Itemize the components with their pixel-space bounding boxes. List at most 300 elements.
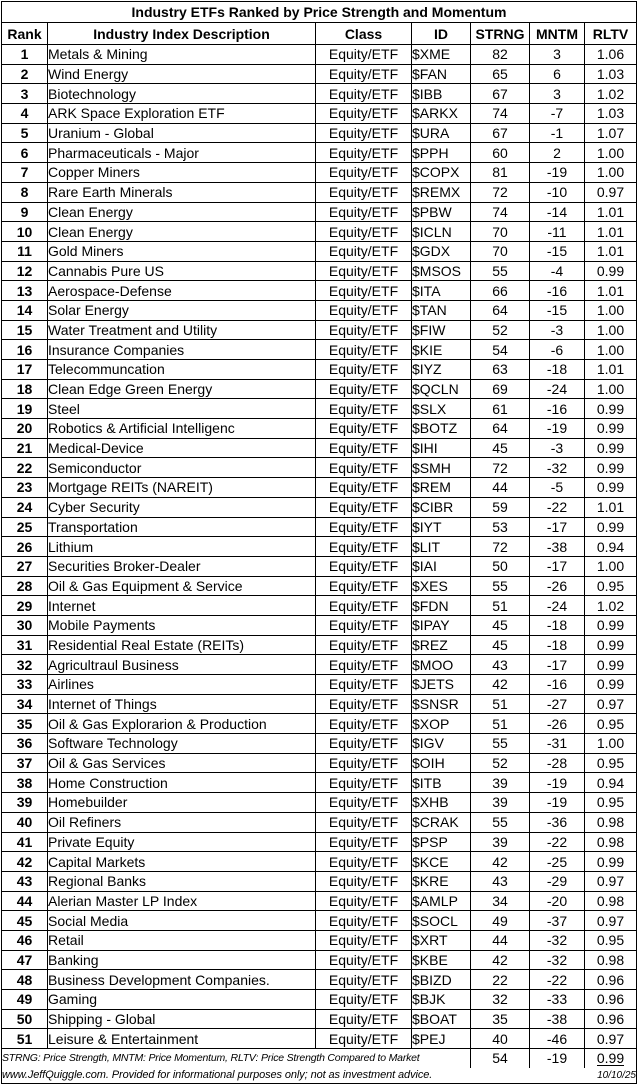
row-class: Equity/ETF [316,1009,412,1029]
etf-ranking-table [1,1,637,1084]
row-rank: 30 [2,615,48,635]
row-strength: 55 [471,261,530,281]
row-description: Robotics & Artificial Intelligenc [48,419,316,439]
table-row [2,753,637,773]
row-strength: 42 [471,675,530,695]
row-strength: 72 [471,182,530,202]
row-momentum: -19 [530,163,585,183]
row-rank: 42 [2,852,48,872]
row-relative: 0.99 [585,458,637,478]
row-class: Equity/ETF [316,852,412,872]
row-description: Mortgage REITs (NAREIT) [48,478,316,498]
row-class: Equity/ETF [316,163,412,183]
row-rank: 21 [2,438,48,458]
row-strength: 81 [471,163,530,183]
row-strength: 82 [471,45,530,65]
row-ticker: $FIW [412,320,471,340]
row-relative: 0.99 [585,615,637,635]
table-row [2,123,637,143]
row-momentum: -7 [530,104,585,124]
row-ticker: $CRAK [412,812,471,832]
row-rank: 47 [2,950,48,970]
table-row [2,537,637,557]
row-momentum: -1 [530,123,585,143]
row-strength: 70 [471,222,530,242]
row-momentum: -17 [530,556,585,576]
row-ticker: $PPH [412,143,471,163]
row-strength: 51 [471,714,530,734]
row-momentum: -26 [530,576,585,596]
row-class: Equity/ETF [316,556,412,576]
row-description: Gold Miners [48,241,316,261]
row-class: Equity/ETF [316,104,412,124]
row-ticker: $SNSR [412,694,471,714]
row-rank: 35 [2,714,48,734]
row-strength: 45 [471,635,530,655]
row-ticker: $BOAT [412,1009,471,1029]
row-relative: 1.00 [585,320,637,340]
header-row [2,23,637,45]
row-rank: 26 [2,537,48,557]
row-ticker: $URA [412,123,471,143]
row-class: Equity/ETF [316,182,412,202]
row-relative: 1.02 [585,84,637,104]
row-class: Equity/ETF [316,970,412,990]
table-row [2,320,637,340]
row-relative: 0.95 [585,576,637,596]
row-description: Biotechnology [48,84,316,104]
row-strength: 42 [471,950,530,970]
row-momentum: 6 [530,64,585,84]
row-ticker: $AMLP [412,891,471,911]
row-description: Clean Energy [48,222,316,242]
table-title: Industry ETFs Ranked by Price Strength and Momentum [2,2,637,23]
header-id: ID [412,23,471,45]
row-strength: 43 [471,655,530,675]
row-ticker: $KIE [412,340,471,360]
average-relative-cell [585,1049,637,1069]
row-ticker: $IBB [412,84,471,104]
row-relative: 1.00 [585,340,637,360]
row-momentum: -17 [530,655,585,675]
row-class: Equity/ETF [316,793,412,813]
row-ticker: $IHI [412,438,471,458]
header-strength: STRNG [471,23,530,45]
row-rank: 50 [2,1009,48,1029]
row-rank: 37 [2,753,48,773]
row-strength: 55 [471,576,530,596]
row-relative: 1.03 [585,104,637,124]
row-rank: 33 [2,675,48,695]
row-description: Regional Banks [48,871,316,891]
table-row [2,714,637,734]
row-description: Cyber Security [48,497,316,517]
row-ticker: $IPAY [412,615,471,635]
row-ticker: $ICLN [412,222,471,242]
row-strength: 72 [471,537,530,557]
table-row [2,990,637,1010]
row-rank: 19 [2,399,48,419]
row-momentum: -25 [530,852,585,872]
row-description: Social Media [48,911,316,931]
table-row [2,970,637,990]
row-class: Equity/ETF [316,576,412,596]
row-description: Gaming [48,990,316,1010]
row-relative: 0.99 [585,419,637,439]
table-row [2,832,637,852]
row-description: Residential Real Estate (REITs) [48,635,316,655]
row-relative: 1.01 [585,222,637,242]
row-class: Equity/ETF [316,655,412,675]
row-class: Equity/ETF [316,360,412,380]
table-row [2,1029,637,1049]
row-momentum: -16 [530,281,585,301]
row-strength: 72 [471,458,530,478]
row-strength: 65 [471,64,530,84]
row-momentum: -24 [530,379,585,399]
row-relative: 1.02 [585,596,637,616]
row-ticker: $PEJ [412,1029,471,1049]
row-description: Oil & Gas Equipment & Service [48,576,316,596]
row-momentum: -4 [530,261,585,281]
row-description: Steel [48,399,316,419]
row-momentum: -14 [530,202,585,222]
row-class: Equity/ETF [316,517,412,537]
table-row [2,202,637,222]
table-row [2,793,637,813]
row-rank: 11 [2,241,48,261]
row-strength: 74 [471,104,530,124]
row-rank: 32 [2,655,48,675]
row-strength: 52 [471,320,530,340]
row-description: Metals & Mining [48,45,316,65]
row-momentum: -19 [530,773,585,793]
row-description: Private Equity [48,832,316,852]
row-class: Equity/ETF [316,615,412,635]
row-ticker: $FAN [412,64,471,84]
row-class: Equity/ETF [316,143,412,163]
row-description: Aerospace-Defense [48,281,316,301]
row-momentum: 3 [530,45,585,65]
row-class: Equity/ETF [316,438,412,458]
row-ticker: $ARKX [412,104,471,124]
row-relative: 0.98 [585,832,637,852]
row-rank: 31 [2,635,48,655]
row-relative: 1.00 [585,300,637,320]
row-rank: 12 [2,261,48,281]
header-rank: Rank [2,23,48,45]
table-row [2,891,637,911]
table-row [2,340,637,360]
row-description: Telecommuncation [48,360,316,380]
table-row [2,812,637,832]
row-momentum: -19 [530,419,585,439]
row-momentum: -6 [530,340,585,360]
row-rank: 5 [2,123,48,143]
row-relative: 0.95 [585,793,637,813]
row-description: Lithium [48,537,316,557]
row-description: Business Development Companies. [48,970,316,990]
row-description: Home Construction [48,773,316,793]
row-ticker: $BJK [412,990,471,1010]
row-ticker: $PSP [412,832,471,852]
row-ticker: $MOO [412,655,471,675]
row-strength: 53 [471,517,530,537]
row-class: Equity/ETF [316,478,412,498]
row-class: Equity/ETF [316,832,412,852]
row-strength: 55 [471,812,530,832]
legend-text: STRNG: Price Strength, MNTM: Price Momentum, RLTV: Price Strength Compared to Market [2,1049,471,1069]
row-rank: 16 [2,340,48,360]
row-strength: 67 [471,84,530,104]
row-momentum: -22 [530,832,585,852]
row-description: Banking [48,950,316,970]
row-ticker: $COPX [412,163,471,183]
table-row [2,45,637,65]
row-description: Capital Markets [48,852,316,872]
row-class: Equity/ETF [316,635,412,655]
average-momentum: -19 [530,1049,585,1069]
row-class: Equity/ETF [316,399,412,419]
row-ticker: $SMH [412,458,471,478]
row-description: Clean Energy [48,202,316,222]
row-momentum: -38 [530,537,585,557]
row-rank: 4 [2,104,48,124]
table-row [2,438,637,458]
table-row [2,84,637,104]
row-class: Equity/ETF [316,123,412,143]
row-momentum: -3 [530,438,585,458]
row-relative: 1.00 [585,734,637,754]
row-description: Medical-Device [48,438,316,458]
header-description: Industry Index Description [48,23,316,45]
table-row [2,222,637,242]
table-row [2,281,637,301]
row-strength: 49 [471,911,530,931]
row-description: Shipping - Global [48,1009,316,1029]
row-description: Mobile Payments [48,615,316,635]
row-description: Oil & Gas Explorarion & Production [48,714,316,734]
row-momentum: -22 [530,497,585,517]
row-class: Equity/ETF [316,497,412,517]
row-relative: 0.99 [585,438,637,458]
row-strength: 52 [471,753,530,773]
row-momentum: -18 [530,615,585,635]
row-ticker: $GDX [412,241,471,261]
row-ticker: $IAI [412,556,471,576]
average-strength: 54 [471,1049,530,1069]
row-ticker: $IYT [412,517,471,537]
row-relative: 1.01 [585,360,637,380]
row-strength: 44 [471,478,530,498]
table-row [2,911,637,931]
row-ticker: $FDN [412,596,471,616]
row-class: Equity/ETF [316,458,412,478]
row-strength: 74 [471,202,530,222]
header-momentum: MNTM [530,23,585,45]
row-ticker: $SOCL [412,911,471,931]
row-relative: 0.97 [585,694,637,714]
row-strength: 64 [471,300,530,320]
row-rank: 10 [2,222,48,242]
row-rank: 44 [2,891,48,911]
row-class: Equity/ETF [316,64,412,84]
table-row [2,478,637,498]
row-ticker: $XOP [412,714,471,734]
row-relative: 0.99 [585,655,637,675]
row-class: Equity/ETF [316,222,412,242]
row-class: Equity/ETF [316,891,412,911]
row-rank: 48 [2,970,48,990]
row-strength: 39 [471,773,530,793]
row-momentum: -28 [530,753,585,773]
row-rank: 40 [2,812,48,832]
header-relative: RLTV [585,23,637,45]
row-class: Equity/ETF [316,320,412,340]
row-strength: 42 [471,852,530,872]
row-strength: 40 [471,1029,530,1049]
row-relative: 1.06 [585,45,637,65]
row-strength: 45 [471,615,530,635]
row-class: Equity/ETF [316,753,412,773]
row-relative: 1.01 [585,202,637,222]
row-rank: 41 [2,832,48,852]
table-row [2,635,637,655]
row-rank: 18 [2,379,48,399]
row-momentum: -33 [530,990,585,1010]
row-relative: 0.99 [585,517,637,537]
row-relative: 0.96 [585,990,637,1010]
row-ticker: $XME [412,45,471,65]
row-strength: 44 [471,930,530,950]
row-rank: 45 [2,911,48,931]
row-relative: 0.94 [585,773,637,793]
row-description: Oil Refiners [48,812,316,832]
row-momentum: -32 [530,930,585,950]
row-description: Transportation [48,517,316,537]
row-relative: 1.01 [585,497,637,517]
row-ticker: $JETS [412,675,471,695]
row-description: Water Treatment and Utility [48,320,316,340]
table-row [2,458,637,478]
row-ticker: $ITB [412,773,471,793]
row-ticker: $ITA [412,281,471,301]
row-momentum: -18 [530,635,585,655]
row-relative: 0.98 [585,950,637,970]
row-relative: 1.07 [585,123,637,143]
table-row [2,675,637,695]
row-rank: 51 [2,1029,48,1049]
row-ticker: $XES [412,576,471,596]
table-row [2,852,637,872]
row-ticker: $QCLN [412,379,471,399]
row-momentum: 3 [530,84,585,104]
row-momentum: -38 [530,1009,585,1029]
row-strength: 22 [471,970,530,990]
row-relative: 0.97 [585,1029,637,1049]
row-momentum: -32 [530,458,585,478]
row-momentum: -26 [530,714,585,734]
row-relative: 0.95 [585,753,637,773]
row-rank: 14 [2,300,48,320]
row-description: Clean Edge Green Energy [48,379,316,399]
row-description: Uranium - Global [48,123,316,143]
row-description: Homebuilder [48,793,316,813]
row-rank: 34 [2,694,48,714]
row-strength: 50 [471,556,530,576]
row-description: Airlines [48,675,316,695]
row-relative: 0.97 [585,182,637,202]
row-relative: 1.00 [585,379,637,399]
row-description: Securities Broker-Dealer [48,556,316,576]
row-rank: 15 [2,320,48,340]
row-description: Retail [48,930,316,950]
row-relative: 0.96 [585,970,637,990]
row-ticker: $MSOS [412,261,471,281]
row-class: Equity/ETF [316,734,412,754]
row-momentum: -36 [530,812,585,832]
row-rank: 43 [2,871,48,891]
row-class: Equity/ETF [316,812,412,832]
row-class: Equity/ETF [316,596,412,616]
footer-site: www.JeffQuiggle.com. Provided for informational purposes only; not as investment advice. [2,1068,585,1084]
row-relative: 0.98 [585,812,637,832]
row-strength: 67 [471,123,530,143]
row-rank: 17 [2,360,48,380]
row-momentum: -5 [530,478,585,498]
row-momentum: -10 [530,182,585,202]
row-relative: 0.97 [585,911,637,931]
row-strength: 66 [471,281,530,301]
row-momentum: -24 [530,596,585,616]
row-strength: 69 [471,379,530,399]
row-strength: 63 [471,360,530,380]
row-class: Equity/ETF [316,773,412,793]
row-class: Equity/ETF [316,911,412,931]
table-row [2,241,637,261]
row-strength: 43 [471,871,530,891]
row-description: Oil & Gas Services [48,753,316,773]
row-rank: 46 [2,930,48,950]
row-strength: 54 [471,340,530,360]
table-row [2,497,637,517]
row-rank: 2 [2,64,48,84]
row-rank: 3 [2,84,48,104]
table-row [2,419,637,439]
row-ticker: $OIH [412,753,471,773]
row-momentum: -11 [530,222,585,242]
row-class: Equity/ETF [316,950,412,970]
row-class: Equity/ETF [316,537,412,557]
row-relative: 0.98 [585,891,637,911]
row-momentum: -20 [530,891,585,911]
row-ticker: $IYZ [412,360,471,380]
row-relative: 1.00 [585,143,637,163]
row-description: Alerian Master LP Index [48,891,316,911]
table-row [2,596,637,616]
row-rank: 36 [2,734,48,754]
row-strength: 60 [471,143,530,163]
header-class: Class [316,23,412,45]
table-row [2,1009,637,1029]
row-rank: 13 [2,281,48,301]
row-rank: 23 [2,478,48,498]
row-class: Equity/ETF [316,694,412,714]
row-rank: 20 [2,419,48,439]
row-relative: 1.01 [585,281,637,301]
table-row [2,576,637,596]
table-row [2,773,637,793]
